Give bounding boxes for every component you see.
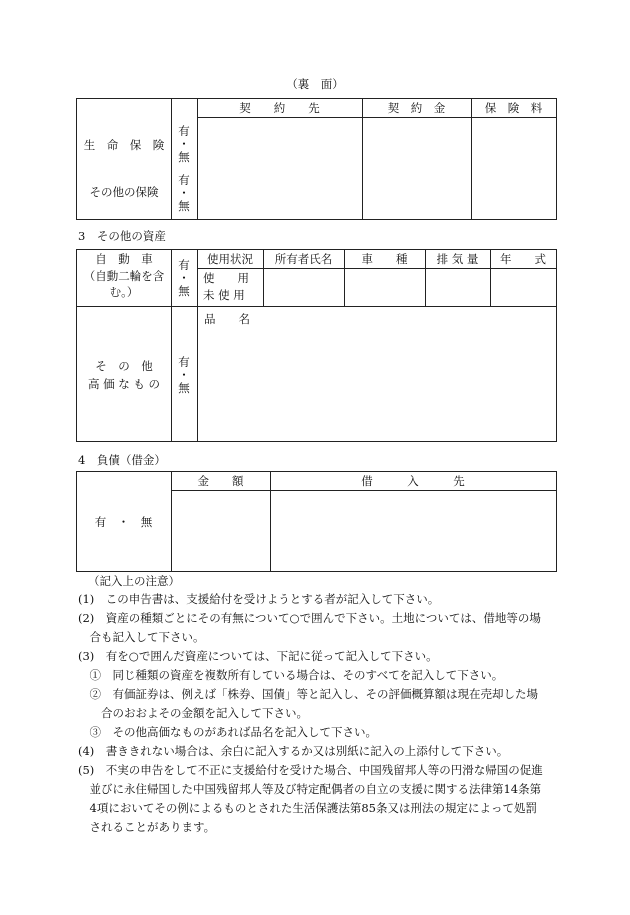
note-line: ② 有価証券は、例えば「株券、国債」等と記入し、その評価概算額は現在売却した場 <box>78 687 538 701</box>
col-contract-party: 契 約 先 <box>239 100 320 115</box>
col-owner-name: 所有者氏名 <box>274 251 333 266</box>
col-contract-amount: 契 約 金 <box>387 100 446 115</box>
note-line: ① 同じ種類の資産を複数所有している場合は、そのすべてを記入して下さい。 <box>78 668 504 682</box>
col-usage-status: 使用状況 <box>207 251 253 266</box>
car-label-2: （自動二輪を含 <box>83 269 165 283</box>
col-car-model: 車 種 <box>361 251 408 266</box>
page-header: （裏 面） <box>286 77 344 91</box>
note-line: (5) 不実の申告をして不正に支援給付を受けた場合、中国残留邦人等の円滑な帰国の促進 <box>78 763 543 777</box>
car-label-1: 自 動 車 <box>95 252 153 266</box>
col-premium: 保 険 料 <box>484 100 543 115</box>
other-insurance-label: その他の保険 <box>89 185 159 199</box>
section4-title: 4 負債（借金） <box>78 453 166 467</box>
col-displacement: 排 気 量 <box>436 251 479 266</box>
note-line: ③ その他高価なものがあれば品名を記入して下さい。 <box>78 725 377 739</box>
usage-used: 使 用 <box>203 271 249 285</box>
col-model-year: 年 式 <box>500 251 546 266</box>
debt-yes-no: 有 ・ 無 <box>94 514 153 529</box>
note-line: 4項においてその例によるものとされた生活保護法第85条又は刑法の規定によって処罰 <box>78 801 537 815</box>
note-line: (4) 書ききれない場合は、余白に記入するか又は別紙に記入の上添付して下さい。 <box>78 744 509 758</box>
car-yes-no: 有 ・ 無 <box>178 258 190 298</box>
note-line: 合のおおよその金額を記入して下さい。 <box>78 706 308 720</box>
other-insurance-yes-no: 有 ・ 無 <box>178 173 190 213</box>
valuables-label-2: 高 価 な も の <box>87 377 161 391</box>
note-line: (2) 資産の種類ごとにその有無について○で囲んで下さい。土地については、借地等の場 <box>78 611 541 625</box>
col-debt-amount: 金 額 <box>197 473 244 488</box>
usage-unused: 未 使 用 <box>203 288 245 302</box>
note-line: 合も記入して下さい。 <box>78 630 205 644</box>
note-line: されることがあります。 <box>78 820 216 834</box>
note-line: (3) 有を○で囲んだ資産については、下記に従って記入して下さい。 <box>78 649 438 663</box>
life-insurance-yes-no: 有 ・ 無 <box>178 124 190 164</box>
note-line: (1) この申告書は、支援給付を受けようとする者が記入して下さい。 <box>78 592 440 606</box>
note-line: 並びに永住帰国した中国残留邦人等及び特定配偶者の自立の支援に関する法律第14条第 <box>78 782 542 796</box>
car-label-3: む。） <box>109 285 139 299</box>
item-name-label: 品 名 <box>204 312 250 326</box>
notes-title: （記入上の注意） <box>88 574 180 588</box>
col-lender: 借 入 先 <box>361 473 465 488</box>
valuables-yes-no: 有 ・ 無 <box>178 355 190 395</box>
valuables-label-1: そ の 他 <box>95 359 153 373</box>
life-insurance-label: 生 命 保 険 <box>83 138 165 152</box>
section3-title: 3 その他の資産 <box>78 229 166 243</box>
